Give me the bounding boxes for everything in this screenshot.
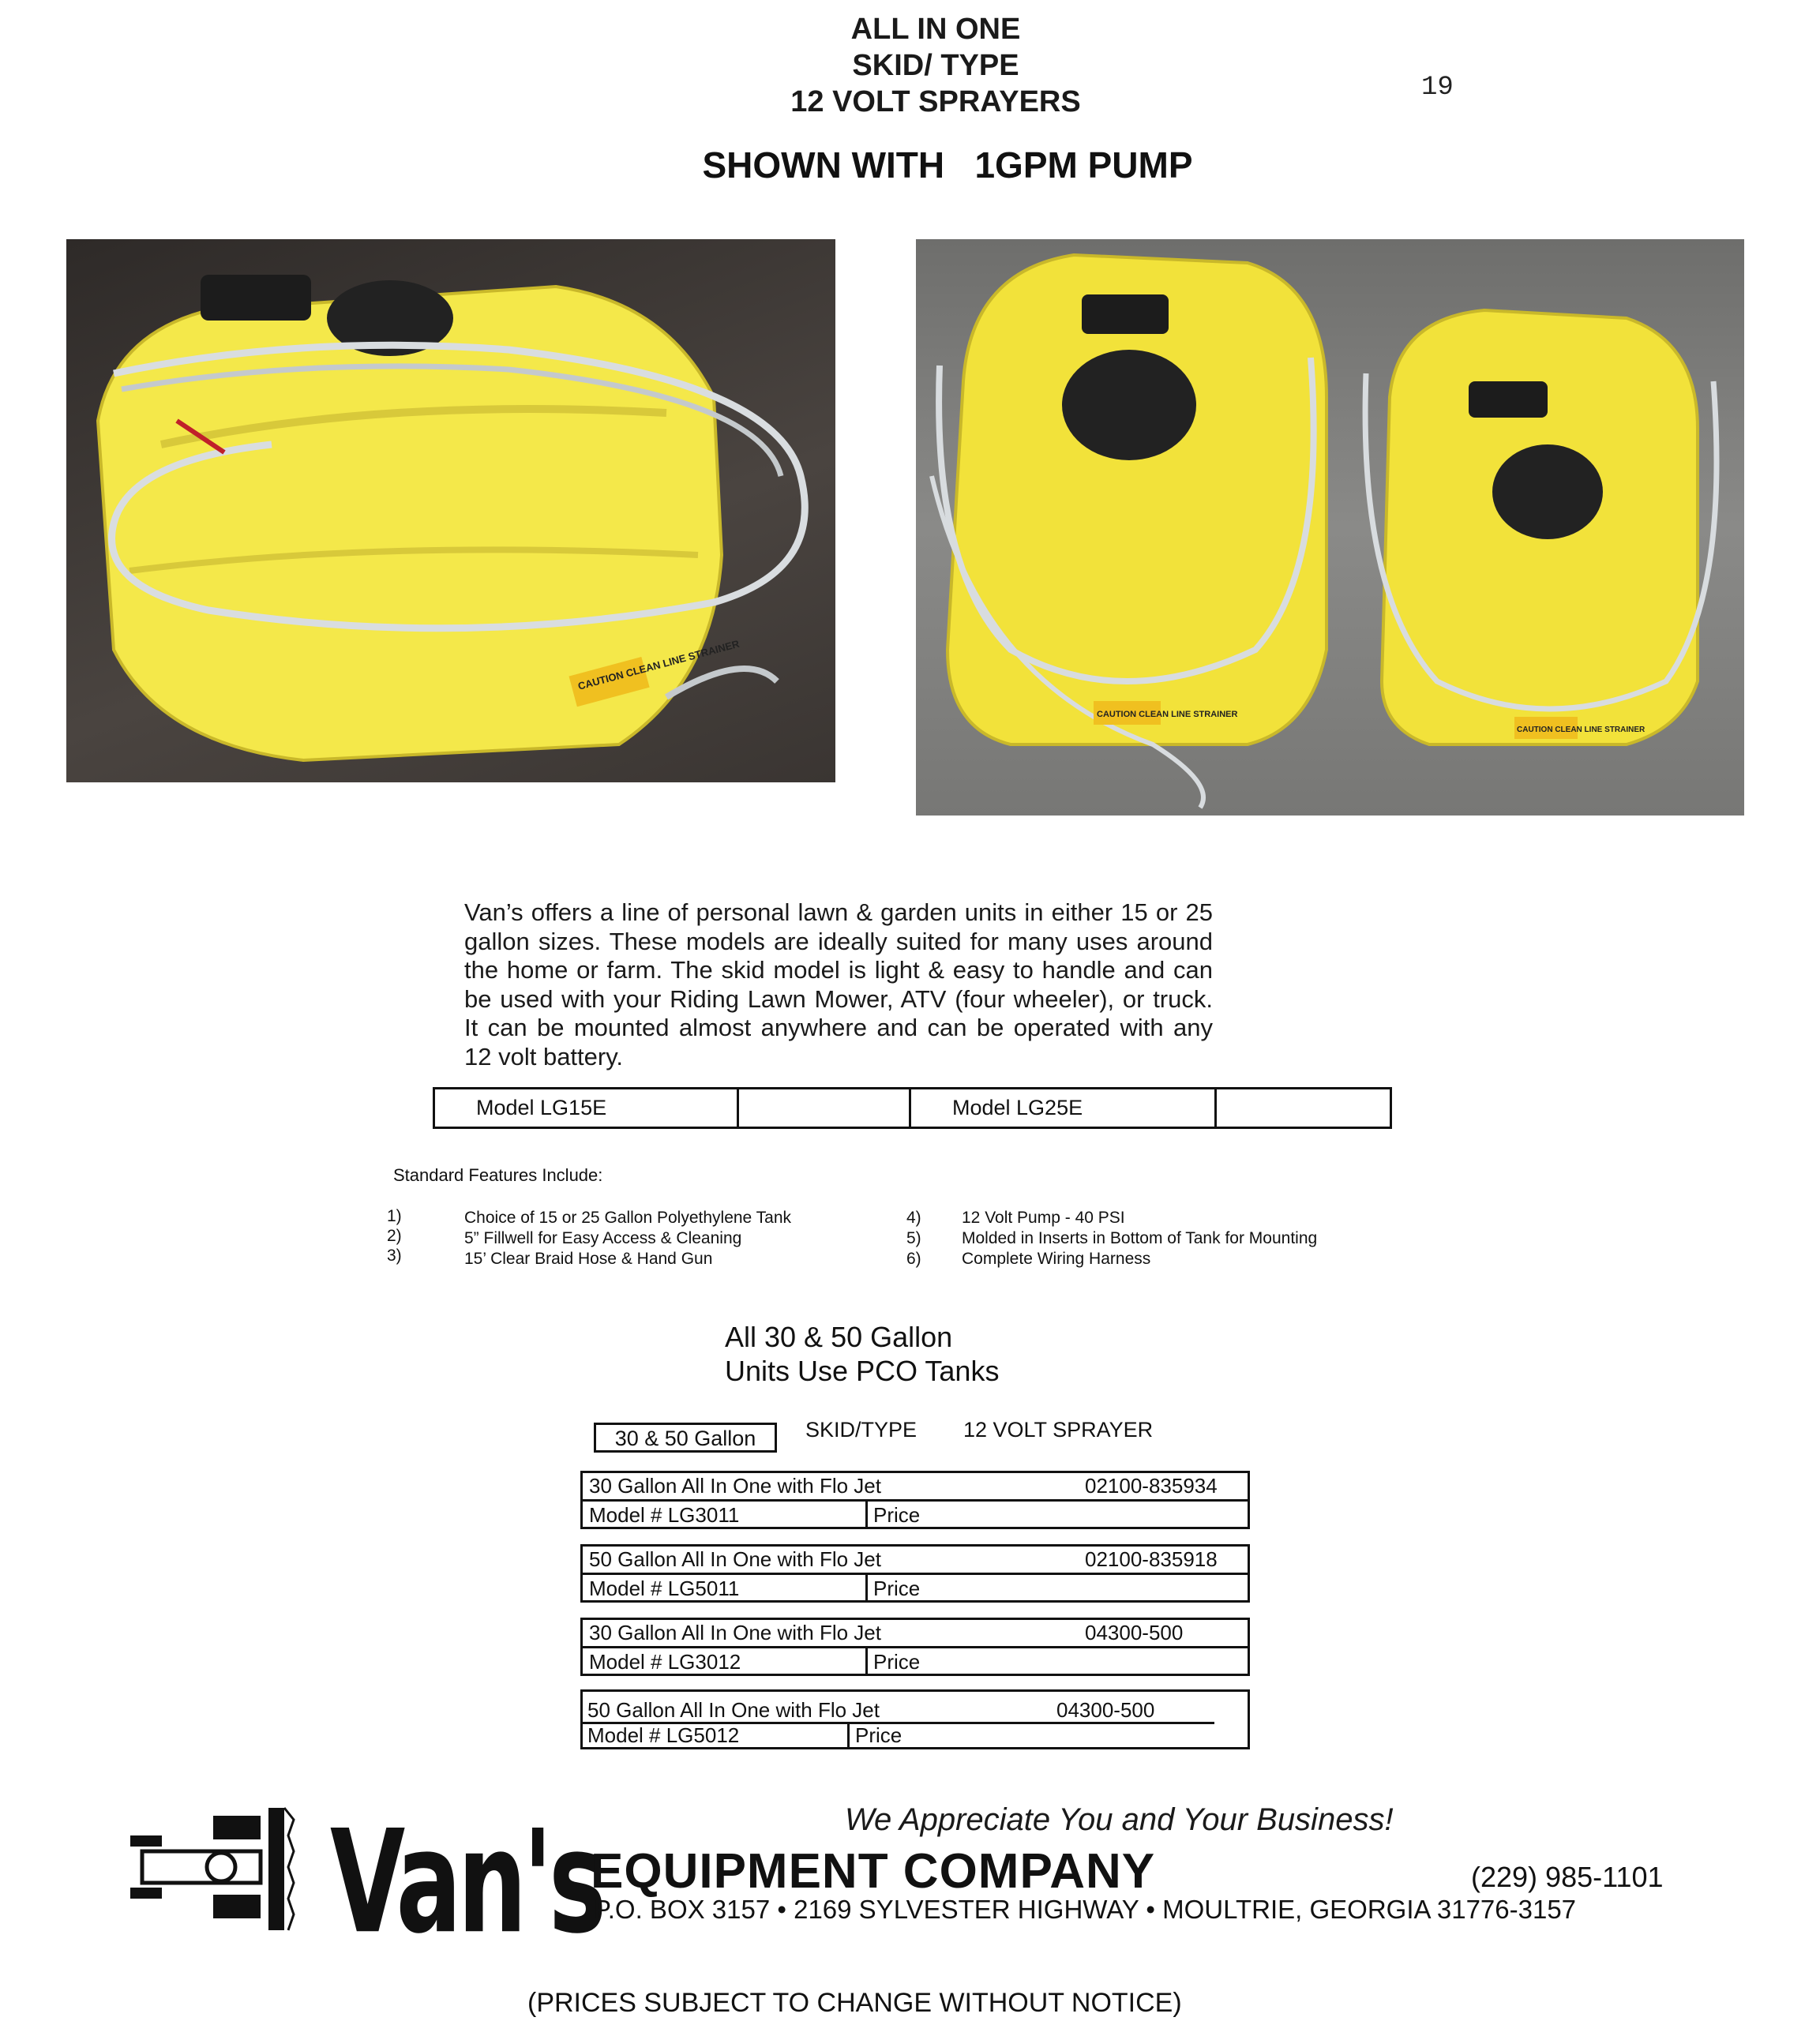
feature-number: 2) [387, 1227, 402, 1245]
product-name: 30 Gallon All In One with Flo Jet [589, 1621, 881, 1644]
vans-logo: Van's [330, 1800, 603, 1966]
phone-number: (229) 985-1101 [1471, 1861, 1664, 1893]
page-number: 19 [1421, 73, 1454, 103]
feature-text: 12 Volt Pump - 40 PSI [962, 1209, 1125, 1227]
product-code: 04300-500 [1056, 1698, 1155, 1722]
product-table [580, 1544, 1250, 1603]
product-table [580, 1471, 1250, 1529]
title-line-2: SKID/ TYPE [852, 49, 1019, 82]
product-price-label: Price [873, 1503, 921, 1527]
product-name: 50 Gallon All In One with Flo Jet [589, 1547, 881, 1571]
product-name: 50 Gallon All In One with Flo Jet [587, 1698, 880, 1722]
yellow-sprayer-tank-photo-icon [66, 239, 835, 782]
product-row [583, 1620, 1248, 1648]
product-model-row [583, 1575, 1248, 1603]
gallon-box-label: 30 & 50 Gallon [594, 1423, 777, 1453]
product-code: 02100-835934 [1085, 1474, 1218, 1498]
feature-text: Complete Wiring Harness [962, 1250, 1151, 1268]
product-model-row [583, 1502, 1248, 1529]
product-row [583, 1473, 1248, 1502]
product-price-label: Price [855, 1723, 902, 1747]
feature-number: 4) [906, 1209, 921, 1227]
product-table [580, 1618, 1250, 1676]
model-cell-empty [1217, 1089, 1390, 1127]
feature-text: Molded in Inserts in Bottom of Tank for Mounting [962, 1229, 1318, 1247]
pco-note [725, 1320, 999, 1388]
feature-number: 5) [906, 1229, 921, 1247]
feature-text: 5” Fillwell for Easy Access & Cleaning [464, 1229, 742, 1247]
svg-text:CAUTION CLEAN LINE STRAINER: CAUTION CLEAN LINE STRAINER [576, 637, 741, 692]
product-price-label: Price [873, 1650, 921, 1674]
right-sprayers-photo [916, 239, 1744, 816]
volt-sprayer-label: 12 VOLT SPRAYER [963, 1418, 1154, 1442]
skid-type-label: SKID/TYPE [805, 1418, 918, 1442]
tractor-logo-icon [126, 1804, 296, 1938]
feature-number: 3) [387, 1247, 402, 1265]
product-code: 02100-835918 [1085, 1547, 1218, 1571]
product-model: Model # LG5012 [587, 1723, 740, 1747]
left-sprayer-photo [66, 239, 835, 782]
product-model-row [583, 1723, 1248, 1747]
pco-note-line-1: All 30 & 50 Gallon [725, 1321, 953, 1353]
product-model: Model # LG3011 [589, 1503, 740, 1527]
title-line-1: ALL IN ONE [850, 13, 1021, 46]
product-model: Model # LG5011 [589, 1577, 740, 1600]
product-name: 30 Gallon All In One with Flo Jet [589, 1474, 881, 1498]
subtitle: SHOWN WITH 1GPM PUMP [702, 144, 1193, 186]
company-name: EQUIPMENT COMPANY [591, 1844, 1156, 1899]
svg-text:CAUTION CLEAN LINE STRAINER: CAUTION CLEAN LINE STRAINER [1097, 710, 1238, 719]
tagline: We Appreciate You and Your Business! [845, 1802, 1394, 1837]
product-price-label: Price [873, 1577, 921, 1600]
product-code: 04300-500 [1085, 1621, 1184, 1644]
feature-text: Choice of 15 or 25 Gallon Polyethylene Tank [464, 1209, 792, 1227]
product-model-row [583, 1648, 1248, 1676]
product-table [580, 1689, 1250, 1749]
model-cell-empty [739, 1089, 911, 1127]
model-cell: Model LG15E [435, 1089, 739, 1127]
feature-number: 1) [387, 1207, 402, 1225]
model-table [433, 1087, 1392, 1129]
product-row [583, 1547, 1248, 1575]
price-notice: (PRICES SUBJECT TO CHANGE WITHOUT NOTICE) [527, 1988, 1182, 2018]
feature-text: 15’ Clear Braid Hose & Hand Gun [464, 1250, 713, 1268]
intro-paragraph: Van’s offers a line of personal lawn & garden units in either 15 or 25 gallon sizes. These models are ideally suited for many uses around the home or farm. The skid model is light & easy to handle and can be used with your Riding Lawn Mower, ATV (four wheeler), or truck. It can be mounted almost anywhere and can be operated with any 12 volt battery. [464, 898, 1213, 1070]
company-address: P.O. BOX 3157 • 2169 SYLVESTER HIGHWAY • MOULTRIE, GEORGIA 31776-3157 [594, 1895, 1577, 1924]
feature-number: 6) [906, 1250, 921, 1268]
product-model: Model # LG3012 [589, 1650, 741, 1674]
model-cell: Model LG25E [911, 1089, 1217, 1127]
product-row [583, 1692, 1248, 1723]
pco-note-line-2: Units Use PCO Tanks [725, 1355, 1000, 1387]
svg-text:CAUTION CLEAN LINE STRAINER: CAUTION CLEAN LINE STRAINER [1517, 726, 1646, 734]
features-title: Standard Features Include: [393, 1165, 603, 1185]
title-line-3: 12 VOLT SPRAYERS [790, 85, 1081, 118]
two-yellow-sprayer-tanks-photo-icon [916, 239, 1744, 816]
